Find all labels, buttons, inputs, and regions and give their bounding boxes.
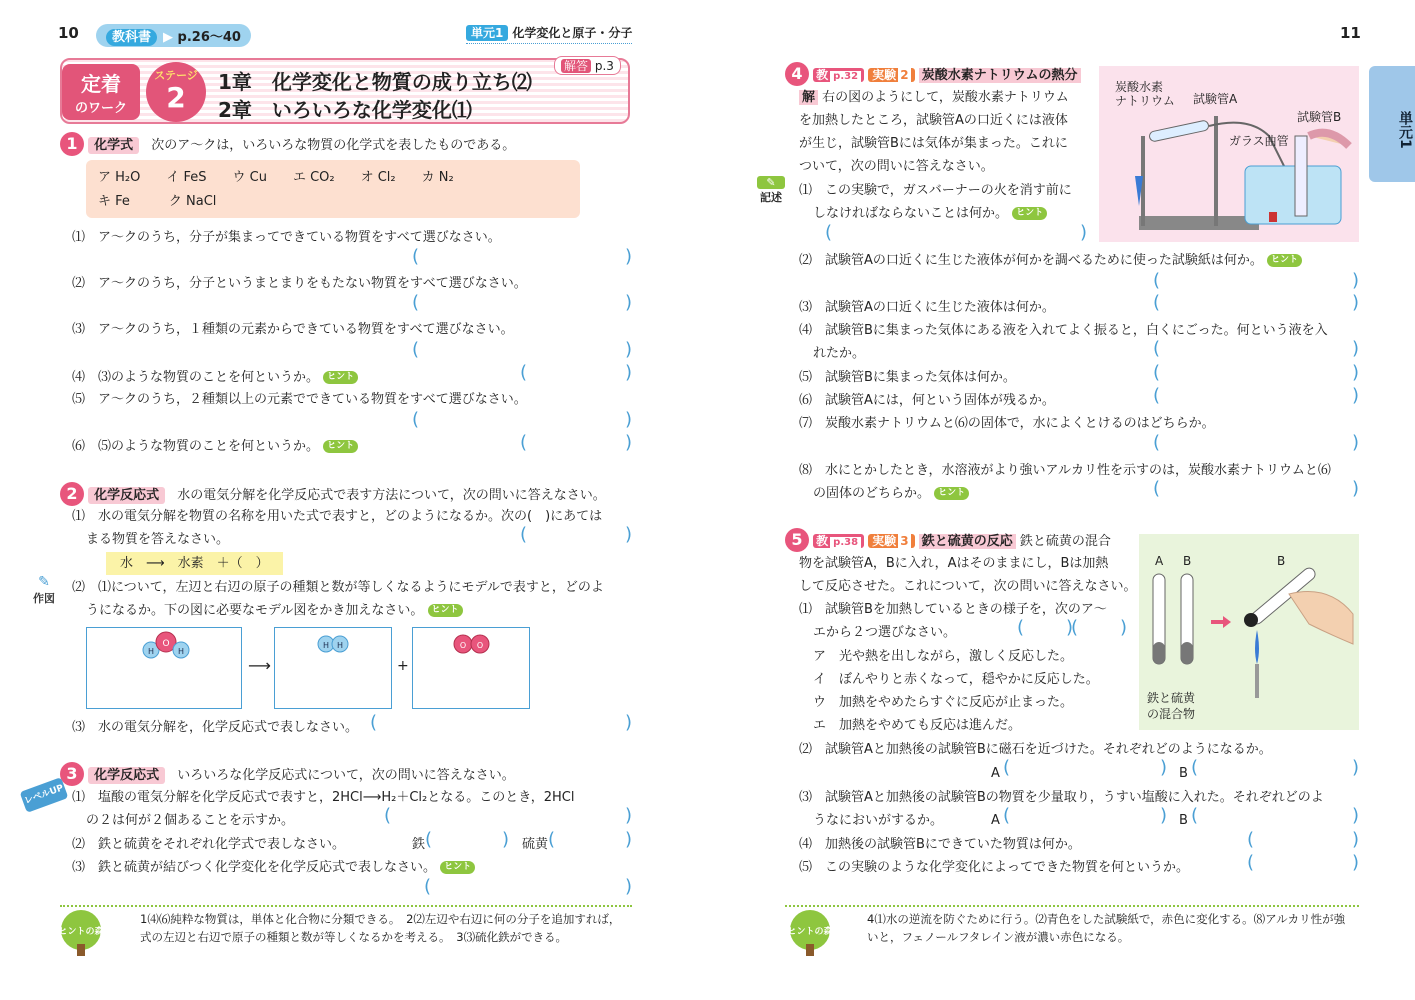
stage-number: 2: [166, 81, 186, 114]
q4-title-cont: 解: [799, 90, 818, 105]
fig-tube-b: 試験管B: [1297, 110, 1342, 124]
stage-label: ステージ: [154, 69, 198, 82]
q5-line-3: して反応させた。これについて，次の問いに答えなさい。: [799, 579, 1137, 594]
label-b-heated: B: [1277, 554, 1286, 568]
hint-icon: ヒント: [1267, 254, 1302, 267]
model-arrow: ⟶: [248, 656, 271, 675]
q3-item-3: [72, 856, 475, 879]
hint-icon: ヒント: [440, 861, 475, 874]
model-plus: +: [397, 658, 409, 674]
q4-item-6: ⑹ 試験管Aには，何という固体が残るか。: [799, 393, 1055, 408]
q5-illustration: [1139, 534, 1359, 730]
q1-answer-5[interactable]: ( ): [412, 409, 632, 430]
atom-label: O: [162, 639, 170, 649]
kyo-label: 教: [816, 534, 829, 548]
q4-item-2: [799, 249, 1302, 272]
q2-item-1b: まる物質を答えなさい。: [86, 532, 230, 547]
hint-forest-icon: [785, 908, 835, 958]
q2-item-3: ⑶ 水の電気分解を，化学反応式で表しなさい。: [72, 720, 359, 735]
textbook-pages: p.26〜40: [177, 30, 241, 45]
atom-label: O: [459, 641, 467, 650]
q4-answer-2[interactable]: ( ): [1153, 270, 1359, 291]
oxygen-molecule-icon: [413, 628, 531, 710]
q5-header: [785, 528, 1111, 554]
q5-answer-5[interactable]: ( ): [1247, 852, 1359, 873]
iron-label: 鉄: [412, 837, 426, 852]
hint-icon: ヒント: [323, 440, 358, 453]
q3-text: いろいろな化学反応式について，次の問いに答えなさい。: [177, 768, 515, 783]
q5-jikken: [868, 534, 914, 548]
q2-equation: 水 ⟶ 水素 ＋（ ）: [106, 552, 283, 575]
q4-answer-3[interactable]: ( ): [1153, 292, 1359, 313]
q5-answer-1b[interactable]: ( ): [1071, 617, 1127, 638]
kijutsu-text: 記述: [760, 191, 782, 204]
model-box-water[interactable]: [86, 627, 242, 709]
q2-item-1a: ⑴ 水の電気分解を物質の名称を用いた式で表すと，どのようになるか。次の( )にあては: [72, 509, 603, 524]
q1-answer-6[interactable]: ( ): [520, 432, 632, 453]
q3-item-3-text: ⑶ 鉄と硫黄が結びつく化学変化を化学反応式で表しなさい。: [72, 860, 437, 875]
hint-text-right-2: いと，フェノールフタレイン液が濃い赤色になる。: [867, 930, 1130, 944]
q4-item-2-text: ⑵ 試験管Aの口近くに生じた液体が何かを調べるために使った試験紙は何か。: [799, 253, 1263, 268]
side-tab-unit[interactable]: 単元1: [1369, 66, 1415, 182]
hint-text-2: 式の左辺と右辺で原子の種類と数が等しくなるかを考える。 3⑶硫化鉄ができる。: [140, 930, 568, 944]
q5-answer-2b[interactable]: ( ): [1191, 757, 1359, 778]
q5-line-1: 鉄と硫黄の混合: [1019, 534, 1111, 549]
hint-icon: ヒント: [323, 371, 358, 384]
fig-tube-a: 試験管A: [1193, 92, 1238, 106]
q4-answer-4[interactable]: ( ): [1153, 338, 1359, 359]
q3-header: [60, 762, 515, 787]
label-b: B: [1183, 554, 1192, 568]
q1-item-3: ⑶ ア〜クのうち，１種類の元素からできている物質をすべて選びなさい。: [72, 322, 514, 337]
q5-answer-1a[interactable]: ( ): [1017, 617, 1073, 638]
forest-label: ヒントの森: [58, 927, 104, 937]
q4-item-3: ⑶ 試験管Aの口近くに生じた液体は何か。: [799, 300, 1055, 315]
q3-answer-3[interactable]: ( ): [424, 876, 632, 897]
model-box-hydrogen[interactable]: [274, 627, 392, 709]
answer-page: p.3: [594, 59, 614, 73]
q3-item-2: ⑵ 鉄と硫黄をそれぞれ化学式で表しなさい。: [72, 837, 346, 852]
jikken-num: 3: [900, 534, 909, 548]
fig-glass-tube: ガラス曲管: [1229, 134, 1289, 148]
q5-answer-4[interactable]: ( ): [1247, 829, 1359, 850]
q5-choice-u: ウ 加熱をやめたらすぐに反応が止まった。: [813, 695, 1074, 710]
textbook-ref: 教科書 ▶ p.26〜40: [96, 24, 251, 47]
fig-mixture: [1147, 690, 1195, 722]
q4-kyo: [813, 68, 864, 82]
hint-icon: ヒント: [1012, 207, 1047, 220]
q4-answer-6[interactable]: ( ): [1153, 385, 1359, 406]
atom-label: H: [322, 641, 330, 650]
notebook-icon: ✎: [757, 176, 785, 189]
q3-answer-sulfur[interactable]: ( ): [548, 829, 632, 850]
q4-answer-5[interactable]: ( ): [1153, 362, 1359, 383]
q1-answer-1[interactable]: ( ): [412, 246, 632, 267]
teichaku-badge: [62, 64, 140, 120]
q5-item-2: ⑵ 試験管Aと加熱後の試験管Bに磁石を近づけた。それぞれどのようになるか。: [799, 742, 1272, 757]
q4-header: [785, 62, 1081, 88]
q5-line-2: 物を試験管A，Bに入れ，Aはそのままにし，Bは加熱: [799, 556, 1109, 571]
jikken-label: 実験: [872, 68, 897, 82]
q4-title: 炭酸水素ナトリウムの熱分: [919, 68, 1081, 83]
jikken-num: 2: [900, 68, 909, 82]
answer-ref: [554, 56, 621, 75]
q1-answer-4[interactable]: ( ): [520, 362, 632, 383]
q5-2-label-a: A: [991, 766, 1000, 781]
kyo-label: 教: [816, 68, 829, 82]
q4-item-5: ⑸ 試験管Bに集まった気体は何か。: [799, 370, 1016, 385]
q4-item-7: ⑺ 炭酸水素ナトリウムと⑹の固体で，水によくとけるのはどちらか。: [799, 416, 1215, 431]
q4-answer-1[interactable]: ( ): [825, 222, 1087, 243]
q3-tag: 化学反応式: [88, 767, 165, 784]
section-header: [60, 58, 630, 124]
q5-answer-2a[interactable]: ( ): [1003, 757, 1167, 778]
q5-item-5: ⑸ この実験のような化学変化によってできた物質を何というか。: [799, 860, 1190, 875]
fig-label-sodium: [1115, 80, 1175, 108]
unit-tag-label: 単元1: [466, 25, 508, 41]
q5-2-label-b: B: [1179, 766, 1188, 781]
q5-number: 5: [785, 528, 809, 552]
q5-item-1b: エから２つ選びなさい。: [813, 625, 957, 640]
chapter-title-2: 2章 いろいろな化学変化⑴: [218, 98, 472, 122]
pencil-icon: ✎: [38, 574, 50, 590]
q5-answer-3a[interactable]: ( ): [1003, 805, 1167, 826]
sakuzu-text: 作図: [33, 592, 55, 605]
q4-line-2: を加熱したところ，試験管Aの口近くには液体: [799, 113, 1068, 128]
q1-answer-3[interactable]: ( ): [412, 339, 632, 360]
q3-answer-iron[interactable]: ( ): [425, 829, 509, 850]
fig-mix-1: 鉄と硫黄: [1147, 691, 1196, 705]
sulfur-label: 硫黄: [522, 837, 549, 852]
q4-line-1-text: 右の図のようにして，炭酸水素ナトリウム: [822, 90, 1069, 105]
hint-divider-right: [785, 905, 1359, 907]
q4-item-8b: [813, 482, 969, 505]
q1-item-6: [72, 435, 358, 458]
hint-forest-icon: [56, 908, 106, 958]
left-page: [0, 0, 660, 1000]
q4-answer-8[interactable]: ( ): [1153, 478, 1359, 499]
hint-text-1: 1⑷⑹純粋な物質は，単体と化合物に分類できる。 2⑵左辺や右辺に何の分子を追加すれば，: [140, 912, 621, 926]
formulas-row-1: ア H₂O イ FeS ウ Cu エ CO₂ オ Cl₂ カ N₂: [98, 170, 454, 185]
hint-icon: ヒント: [934, 487, 969, 500]
q4-item-1a: ⑴ この実験で，ガスバーナーの火を消す前に: [799, 183, 1072, 198]
q1-item-4: [72, 366, 358, 389]
q4-answer-7[interactable]: ( ): [1153, 432, 1359, 453]
q1-text: 次のア〜クは，いろいろな物質の化学式を表したものである。: [151, 138, 516, 153]
q4-number: 4: [785, 62, 809, 86]
q1-item-4-text: ⑷ ⑶のような物質のことを何というか。: [72, 370, 320, 385]
stage-badge: [146, 62, 206, 122]
q1-answer-2[interactable]: ( ): [412, 292, 632, 313]
q2-item-2b-text: うになるか。下の図に必要なモデル図をかき加えなさい。: [86, 603, 424, 618]
formulas-row-2: キ Fe ク NaCl: [98, 194, 217, 209]
q5-choice-e: エ 加熱をやめても反応は進んだ。: [813, 718, 1022, 733]
q4-item-1b-text: しなければならないことは何か。: [813, 206, 1009, 221]
q1-item-1: ⑴ ア〜クのうち，分子が集まってできている物質をすべて選びなさい。: [72, 230, 501, 245]
jikken-label: 実験: [872, 534, 897, 548]
q5-item-4: ⑷ 加熱後の試験管Bにできていた物質は何か。: [799, 837, 1081, 852]
model-box-oxygen[interactable]: [412, 627, 530, 709]
q5-choice-a: ア 光や熱を出しながら，激しく反応した。: [813, 649, 1074, 664]
sakuzu-label: [30, 574, 58, 606]
unit-tag: [466, 24, 632, 44]
answer-label: 解答: [561, 59, 591, 73]
q5-item-3b: うなにおいがするか。: [813, 813, 944, 828]
label-a: A: [1155, 554, 1164, 568]
formula-box: [86, 160, 580, 218]
fig-mix-2: の混合物: [1147, 707, 1196, 721]
q1-item-6-text: ⑹ ⑸のような物質のことを何というか。: [72, 439, 320, 454]
q5-kyo: [813, 534, 864, 548]
q5-item-1a: ⑴ 試験管Bを加熱しているときの様子を，次のア〜: [799, 602, 1107, 617]
q2-item-2b: [86, 599, 463, 622]
q1-number: 1: [60, 132, 84, 156]
q2-answer-3[interactable]: ( ): [370, 712, 632, 733]
level-up-badge: レベルUP: [20, 777, 69, 813]
q5-title: 鉄と硫黄の反応: [919, 534, 1016, 549]
q4-illustration: [1099, 66, 1359, 242]
q5-item-3a: ⑶ 試験管Aと加熱後の試験管Bの物質を少量取り，うすい塩酸に入れた。それぞれどのよ: [799, 790, 1324, 805]
q5-answer-3b[interactable]: ( ): [1191, 805, 1359, 826]
hint-icon: ヒント: [428, 604, 463, 617]
q4-line-1: [799, 86, 1069, 109]
q3-item-1a: ⑴ 塩酸の電気分解を化学反応式で表すと，2HCl⟶H₂＋Cl₂となる。このとき，2HCl: [72, 790, 575, 805]
q1-item-5: ⑸ ア〜クのうち，２種類以上の元素でできている物質をすべて選びなさい。: [72, 392, 527, 407]
q2-text: 水の電気分解を化学反応式で表す方法について，次の問いに答えなさい。: [177, 488, 606, 503]
q5-3-label-a: A: [991, 813, 1000, 828]
textbook-label: 教科書: [106, 29, 157, 46]
atom-label: H: [147, 647, 155, 656]
atom-label: O: [476, 641, 484, 650]
kijutsu-label: [757, 176, 785, 205]
page-number-left: 10: [58, 24, 79, 42]
hint-text-right-1: 4⑴水の逆流を防ぐために行う。⑵青色をした試験紙で，赤色に変化する。⑻アルカリ性が強: [867, 912, 1346, 926]
q2-header: [60, 482, 606, 507]
q5-choice-i: イ ぼんやりと赤くなって，穏やかに反応した。: [813, 672, 1099, 687]
kyo-page: p.32: [830, 71, 861, 82]
atom-label: H: [177, 647, 185, 656]
fig-label-1: 炭酸水素: [1115, 80, 1164, 94]
q2-item-2a: ⑵ ⑴について，左辺と右辺の原子の種類と数が等しくなるようにモデルで表すと，どのよ: [72, 580, 604, 595]
q2-tag: 化学反応式: [88, 487, 165, 504]
kyo-page: p.38: [830, 537, 861, 548]
q4-item-4b: れたか。: [813, 346, 866, 361]
unit-title: 化学変化と原子・分子: [512, 26, 633, 40]
chapter-title-1: 1章 化学変化と物質の成り立ち⑵: [218, 70, 532, 94]
water-molecule-icon: [87, 628, 243, 710]
q2-answer-1[interactable]: ( ): [520, 524, 632, 545]
right-page: [755, 0, 1415, 1000]
q1-item-2: ⑵ ア〜クのうち，分子というまとまりをもたない物質をすべて選びなさい。: [72, 276, 527, 291]
hint-divider: [60, 905, 632, 907]
q4-item-8b-text: の固体のどちらか。: [813, 486, 931, 501]
q4-jikken: [868, 68, 914, 82]
fig-label-2: ナトリウム: [1115, 94, 1175, 108]
atom-label: H: [336, 641, 344, 650]
q4-item-8a: ⑻ 水にとかしたとき，水溶液がより強いアルカリ性を示すのは，炭酸水素ナトリウムと⑹: [799, 463, 1331, 478]
page-number-right: 11: [1340, 24, 1361, 42]
q1-tag: 化学式: [88, 137, 139, 154]
q3-item-1b: の２は何が２個あることを示すか。: [86, 813, 295, 828]
q4-item-4a: ⑷ 試験管Bに集まった気体にある液を入れてよく振ると，白くにごった。何という液を入: [799, 323, 1328, 338]
q4-line-4: ついて，次の問いに答えなさい。: [799, 159, 994, 174]
hydrogen-molecule-icon: [275, 628, 393, 710]
q4-line-3: が生じ，試験管Bには気体が集まった。これに: [799, 136, 1068, 151]
q5-3-label-b: B: [1179, 813, 1188, 828]
q3-answer-1[interactable]: ( ): [384, 805, 632, 826]
q1-header: [60, 132, 515, 157]
badge-top: 定着: [81, 72, 121, 96]
q3-number: 3: [60, 762, 84, 786]
forest-label: ヒントの森: [787, 927, 833, 937]
badge-bottom: のワーク: [74, 101, 127, 116]
q2-number: 2: [60, 482, 84, 506]
